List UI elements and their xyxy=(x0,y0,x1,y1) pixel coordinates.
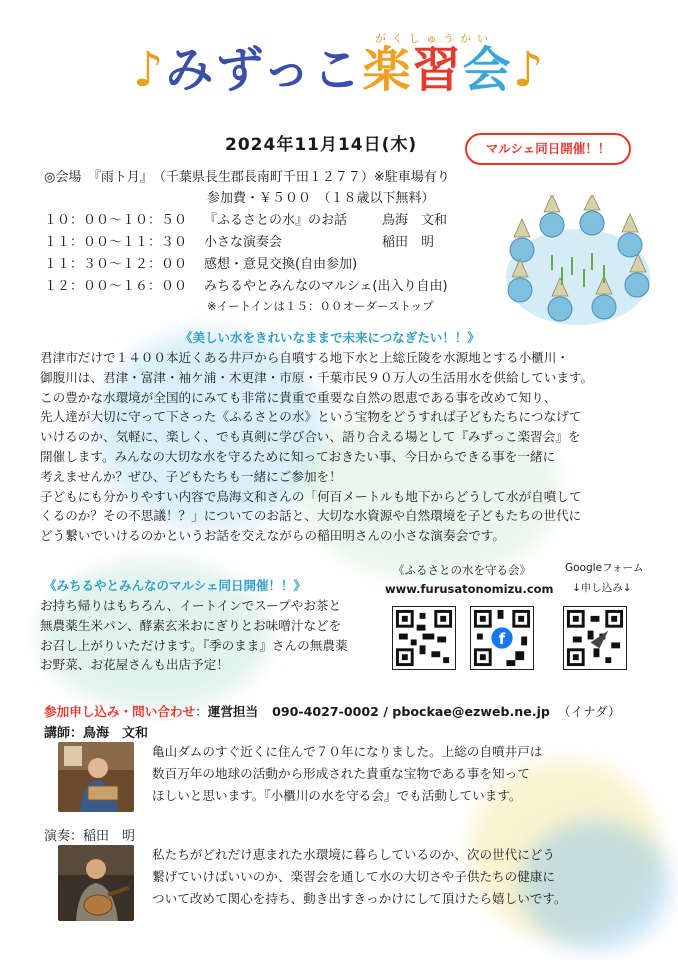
schedule-person: 鳥海 文和 xyxy=(382,213,448,228)
schedule-row xyxy=(44,253,357,272)
bio-line: 私たちがどれだけ恵まれた水環境に暮らしているのか、次の世代にどう xyxy=(152,847,555,862)
body-line: どう繋いでいけるのかというお話を交えながらの稲田明さんの小さな演奏会です。 xyxy=(40,528,505,544)
contact-label: 参加申し込み・問い合わせ xyxy=(44,704,196,719)
event-date: 2024年11月14日(木) xyxy=(225,135,418,155)
title-shu: 習 xyxy=(412,42,463,98)
body-line: お持ち帰りはもちろん、イートインでスープやお茶と xyxy=(40,598,342,613)
bio-line: ついて改めて関心を持ち、動き出すきっかけにして頂けたら嬉しいです。 xyxy=(152,891,567,906)
contact-line xyxy=(44,701,621,720)
body-line: 開催します。みんなの大切な水を守るために知っておきたい事、今日からできる事を一緒に xyxy=(40,448,556,464)
schedule-row xyxy=(44,231,434,250)
contact-phone-email[interactable]: 090-4027-0002 / pbockae@ezweb.ne.jp xyxy=(272,704,550,719)
schedule-time: １２：００〜１６：００ xyxy=(44,279,188,294)
body-line: 先人達が大切に守って下さった《ふるさとの水》という宝物をどうすれば子どもたちにつなげて xyxy=(40,409,582,425)
body-line: この豊かな水環境が全国的にみても非常に貴重で重要な自然の恩恵である事を改めて知り、 xyxy=(40,389,557,405)
bio-line: 数百万年の地球の活動から形成された貴重な宝物である事を知って xyxy=(152,766,530,781)
schedule-item: 小さな演奏会 xyxy=(204,235,283,250)
schedule-time: １１：３０〜１２：００ xyxy=(44,257,188,272)
body-line: 君津市だけで１４００本近くある井戸から自噴する地下水と上総丘陵を水源地とする小櫃川・ xyxy=(40,350,569,365)
bio-line: 亀山ダムのすぐ近くに住んで７０年になりました。上総の自噴井戸は xyxy=(152,744,543,759)
fee-line: 参加費・￥５００ （１８歳以下無料） xyxy=(207,191,435,206)
performer-bio xyxy=(152,844,567,910)
section-heading-marche: 《みちるやとみんなのマルシェ同日開催！！》 xyxy=(44,578,306,593)
body-line: いけるのか、気軽に、楽しく、でも真剣に学び合い、語り合える場として『みずっこ楽習会』を xyxy=(40,429,581,445)
title-mizukko: みずっこ xyxy=(165,42,363,98)
body-line: 無農薬生米パン、酵素玄米おにぎりとお味噌汁などを xyxy=(40,617,342,633)
performer-role: 演奏：稲田 明 xyxy=(44,829,136,844)
body-line: くるのか？その不思議！？」についてのお話と、大切な水資源や自然環境を子どもたちの世代に xyxy=(40,508,582,524)
contact-sep: ： xyxy=(195,704,208,719)
qr-code-facebook[interactable] xyxy=(470,606,534,670)
section-body-marche xyxy=(40,596,390,675)
lecturer-photo xyxy=(58,742,134,812)
lecturer-role: 講師：鳥海 文和 xyxy=(44,726,149,741)
page-title xyxy=(0,40,678,100)
schedule-row xyxy=(44,209,447,228)
section-heading-water: 《美しい水をきれいなままで未来につなぎたい！！》 xyxy=(180,330,480,345)
body-line: 考えませんか？ぜひ、子どもたちも一緒にご参加を！ xyxy=(40,468,342,484)
schedule-item: 『ふるさとの水』のお話 xyxy=(204,213,348,228)
contact-name: （イナダ） xyxy=(557,704,621,719)
website-url[interactable]: www.furusatonomizu.com xyxy=(385,582,554,596)
title-gaku: 楽 xyxy=(362,42,413,98)
schedule-row xyxy=(44,275,448,294)
music-note-icon: ♪ xyxy=(132,42,166,98)
water-sprites-illustration xyxy=(492,195,664,330)
music-note-icon: ♪ xyxy=(512,42,546,98)
svg-text:f: f xyxy=(498,631,506,649)
body-line: 子どもにも分かりやすい内容で鳥海文和さんの「何百メートルも地下からどうして水が自噴して xyxy=(40,488,582,504)
body-line: 御腹川は、君津・富津・袖ケ浦・木更津・市原・千葉市民９０万人の生活用水を供給しています。 xyxy=(40,369,594,385)
bio-line: 繋げていけばいいのか、楽習会を通して水の大切さや子供たちの健康に xyxy=(152,869,555,884)
qr-code-website[interactable] xyxy=(392,606,456,670)
apply-label: ↓申し込み↓ xyxy=(572,582,632,594)
contact-organizer: 運営担当 xyxy=(207,704,259,719)
google-form-label: Googleフォーム xyxy=(565,562,644,574)
bio-line: ほしいと思います。『小櫃川の水を守る会』でも活動しています。 xyxy=(152,788,522,803)
lecturer-bio xyxy=(152,741,542,807)
marche-badge: マルシェ同日開催！！ xyxy=(465,133,631,165)
schedule-item: みちるやとみんなのマルシェ(出入り自由) xyxy=(204,279,448,294)
performer-photo xyxy=(58,845,134,921)
venue-line: ◎会場 『雨ト月』 （千葉県長生郡長南町千田１２７７）※駐車場有り xyxy=(44,170,450,185)
qr-code-google-form[interactable] xyxy=(563,606,627,670)
title-ruby: がくしゅうかい xyxy=(375,32,494,45)
section-body-water xyxy=(40,348,640,546)
body-line: お野菜、お花屋さんも出店予定！ xyxy=(40,657,229,673)
title-kai: 会 xyxy=(462,42,513,98)
furusato-label: 《ふるさとの水を守る会》 xyxy=(393,563,531,577)
body-line: お召し上がりいただけます。『季のまま』さんの無農薬 xyxy=(40,637,348,653)
schedule-time: １０：００〜１０：５０ xyxy=(44,213,188,228)
schedule-item: 感想・意見交換(自由参加) xyxy=(204,257,358,272)
schedule-person: 稲田 明 xyxy=(382,235,435,250)
schedule-time: １１：００〜１１：３０ xyxy=(44,235,188,250)
schedule-note: ※イートインは１５：００オーダーストップ xyxy=(207,299,434,313)
